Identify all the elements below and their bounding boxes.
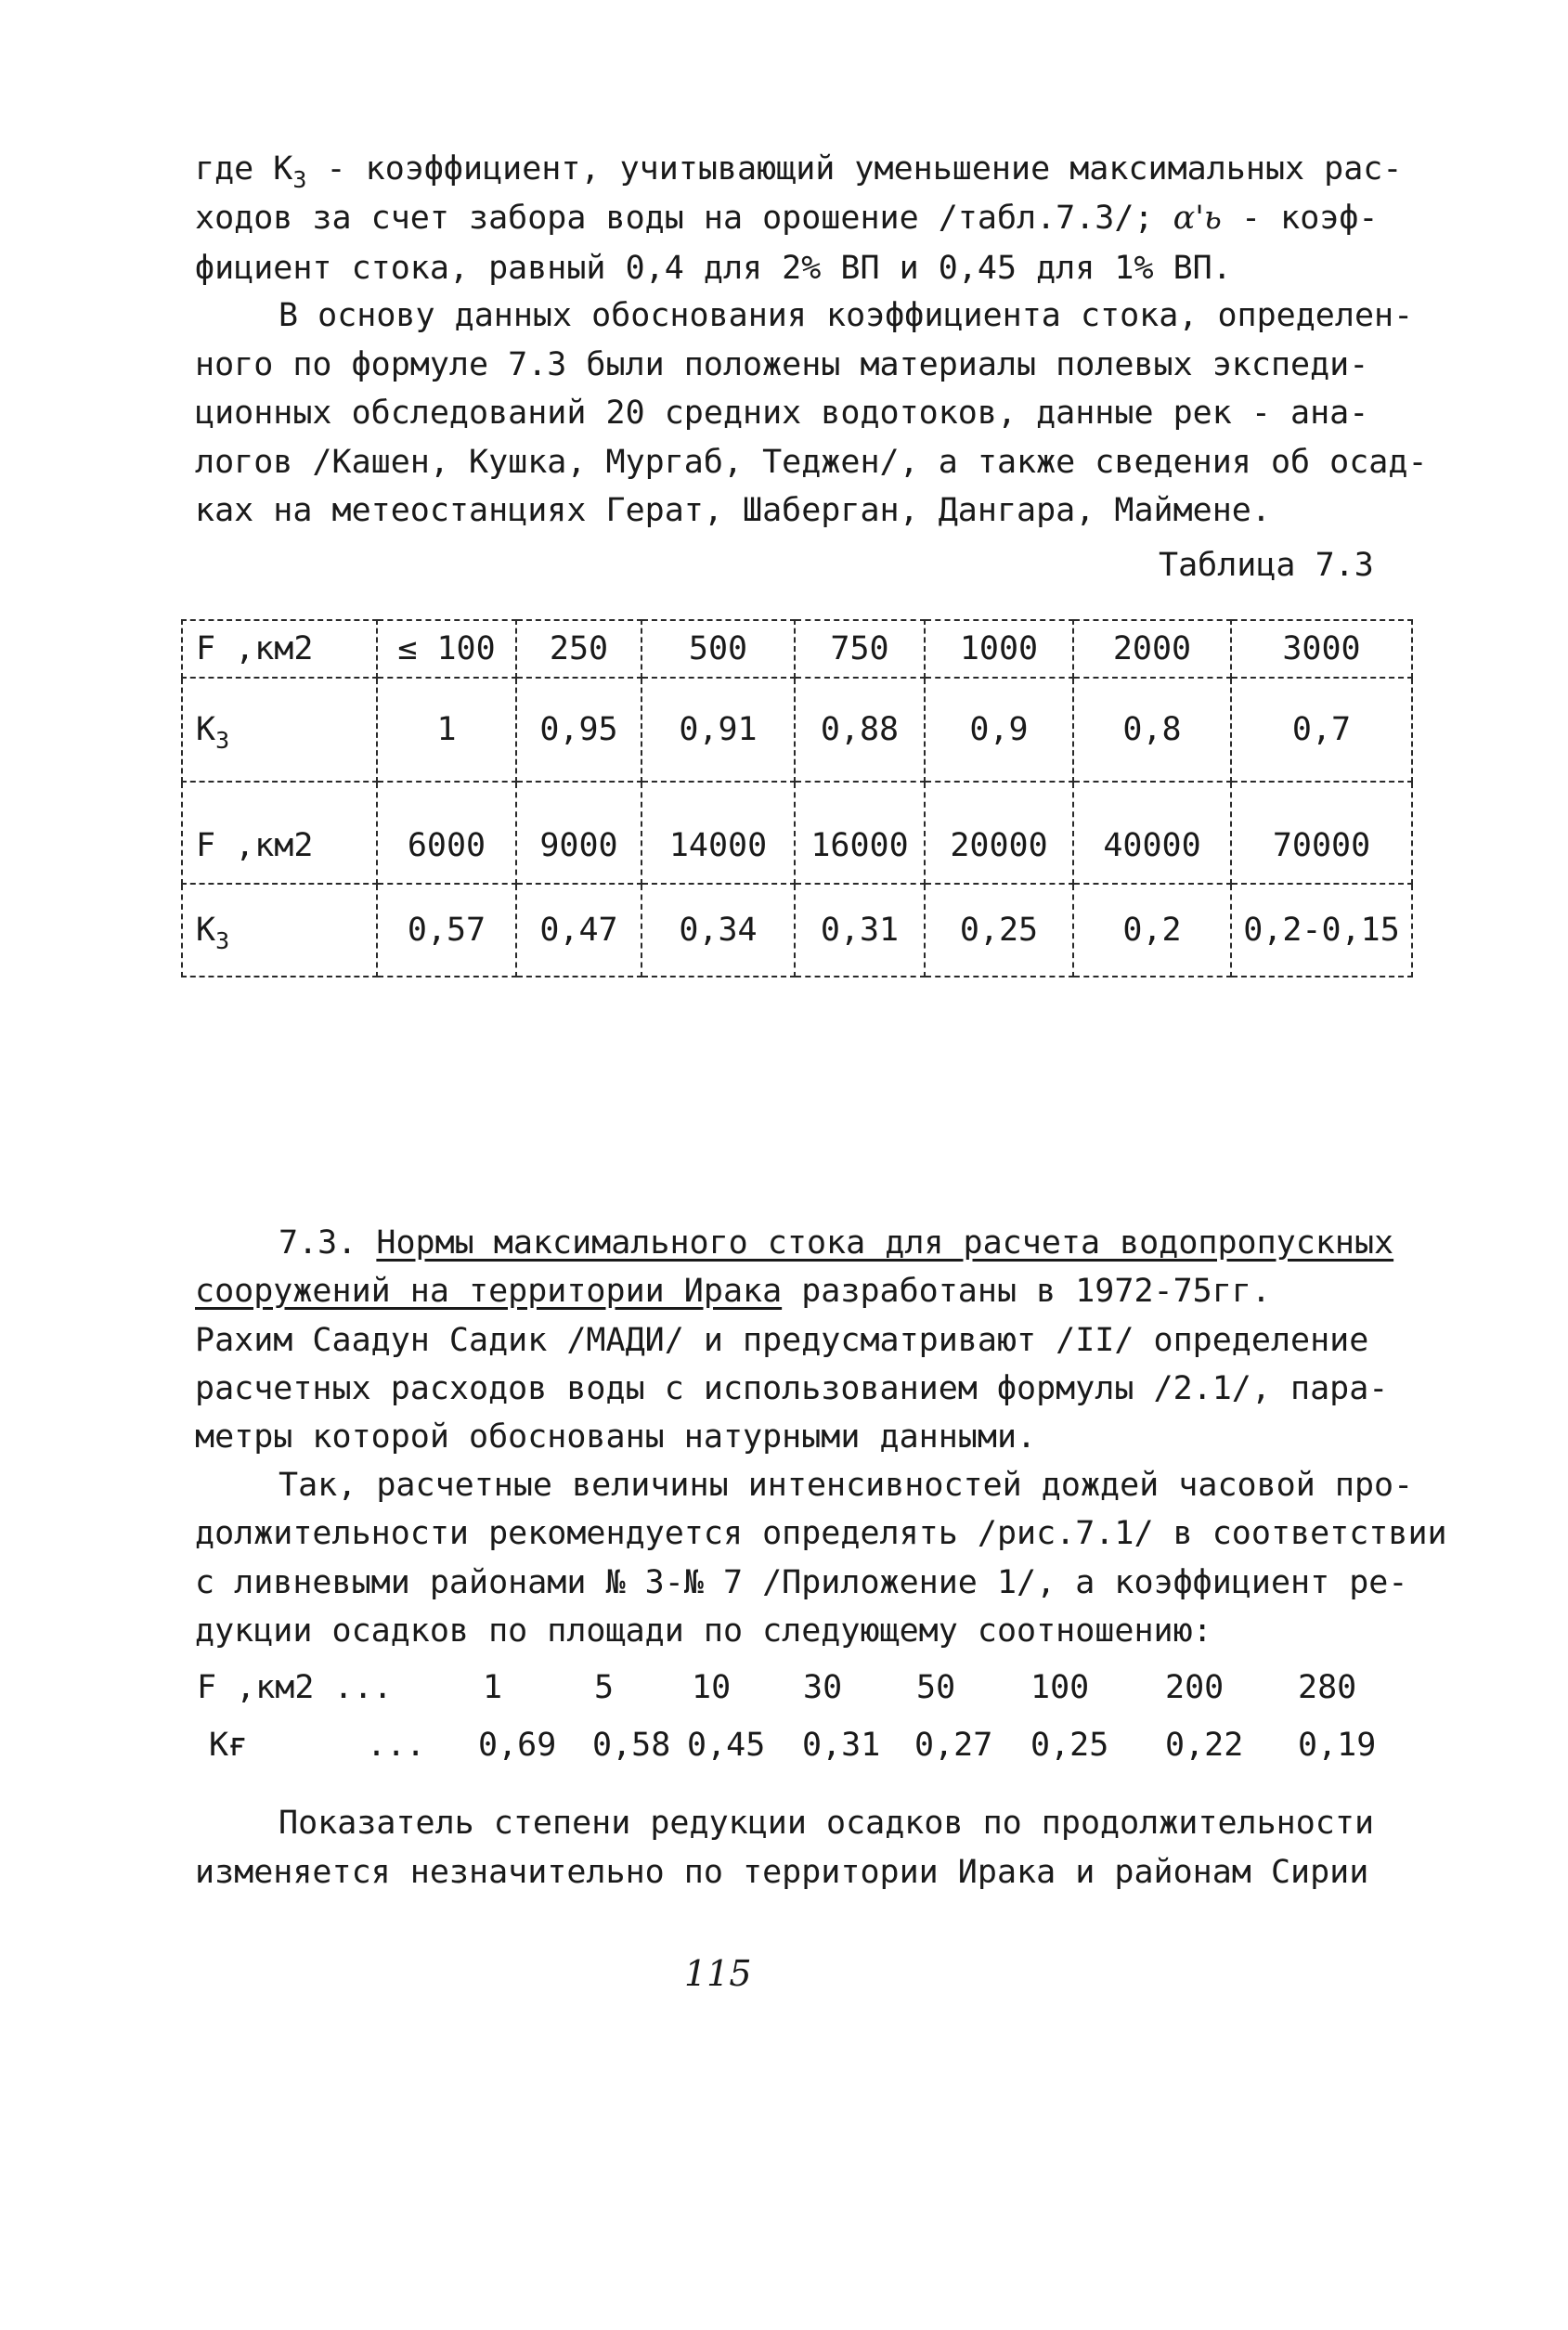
k-label: К — [196, 711, 216, 748]
table-cell: 0,2-0,15 — [1231, 884, 1412, 977]
text-coef: - коэф- — [1221, 200, 1379, 237]
table-cell: 1 — [377, 678, 516, 782]
table-cell: 40000 — [1073, 782, 1231, 884]
table-row — [182, 782, 1412, 884]
table-cell: 70000 — [1231, 782, 1412, 884]
table-row — [182, 884, 1412, 977]
section-line3: Рахим Саадун Садик /МАДИ/ и предусматривают /II/ определение — [195, 1322, 1369, 1359]
k-value: 0,19 — [1298, 1727, 1377, 1764]
text-k-label: где К — [195, 150, 293, 188]
subscript-3: 3 — [292, 166, 307, 193]
paragraph2-line2: ного по формуле 7.3 были положены материалы полевых экспеди- — [195, 346, 1369, 383]
paragraph2-line1: В основу данных обоснования коэффициента стока, определен- — [279, 297, 1414, 334]
table-cell: 9000 — [516, 782, 641, 884]
k-value: 0,45 — [687, 1727, 766, 1764]
table-cell: 0,57 — [377, 884, 516, 977]
f-value: 30 — [803, 1669, 843, 1706]
table-cell: ≤ 100 — [377, 620, 516, 678]
table-cell: 0,95 — [516, 678, 641, 782]
section-heading-cont: сооружений на территории Ирака — [195, 1273, 783, 1310]
paragraph1-line1 — [195, 150, 1403, 193]
k-value: 0,27 — [914, 1727, 993, 1764]
table-cell: 6000 — [377, 782, 516, 884]
k-value: 0,58 — [592, 1727, 671, 1764]
k-dots: ... — [367, 1727, 426, 1764]
paragraph4-line1: Так, расчетные величины интенсивностей дождей часовой про- — [279, 1467, 1414, 1504]
table-caption: Таблица 7.3 — [1159, 547, 1374, 584]
f-value: 10 — [692, 1669, 732, 1706]
section-line5: метры которой обоснованы натурными данными. — [195, 1418, 1037, 1456]
page-number: 115 — [684, 1953, 752, 1994]
section-line4: расчетных расходов воды с использованием формулы /2.1/, пара- — [195, 1370, 1389, 1407]
table-cell: 14000 — [641, 782, 795, 884]
table-cell: 500 — [641, 620, 795, 678]
table-cell: 0,91 — [641, 678, 795, 782]
f-label: F ,км2 ... — [197, 1669, 393, 1706]
text-withdrawal: ходов за счет забора воды на орошение /табл.7.3/; — [195, 200, 1173, 237]
table-cell: F ,км2 — [182, 782, 377, 884]
f-value: 100 — [1030, 1669, 1090, 1706]
paragraph2-line3: ционных обследований 20 средних водотоков, данные рек - ана- — [195, 395, 1369, 432]
table-cell: 0,34 — [641, 884, 795, 977]
paragraph1-line3: фициент стока, равный 0,4 для 2% ВП и 0,45 для 1% ВП. — [195, 250, 1232, 287]
table-row — [182, 620, 1412, 678]
table-7-3 — [181, 619, 1413, 977]
paragraph5-line2: изменяется незначительно по территории Ирака и районам Сирии — [195, 1854, 1369, 1891]
k-label: К — [196, 912, 216, 949]
paragraph5-line1: Показатель степени редукции осадков по продолжительности — [279, 1805, 1375, 1842]
paragraph4-line3: с ливневыми районами № 3-№ 7 /Приложение 1/, а коэффициент ре- — [195, 1564, 1408, 1601]
f-value: 5 — [594, 1669, 615, 1706]
subscript-3: 3 — [215, 727, 230, 754]
section-number: 7.3. — [279, 1224, 357, 1262]
table-cell: 0,88 — [795, 678, 925, 782]
table-cell: F ,км2 — [182, 620, 377, 678]
k-value: 0,69 — [478, 1727, 557, 1764]
section-heading-line1 — [279, 1224, 1394, 1262]
table-cell: 0,47 — [516, 884, 641, 977]
table-cell: 0,25 — [925, 884, 1073, 977]
table-cell: 3000 — [1231, 620, 1412, 678]
k-value: 0,25 — [1030, 1727, 1109, 1764]
table-cell: 2000 — [1073, 620, 1231, 678]
text-coefficient-definition: - коэффициент, учитывающий уменьшение максимальных рас- — [306, 150, 1403, 188]
paragraph2-line5: ках на метеостанциях Герат, Шаберган, Дангара, Маймене. — [195, 492, 1271, 529]
f-value: 280 — [1298, 1669, 1357, 1706]
paragraph2-line4: логов /Кашен, Кушка, Мургаб, Теджен/, а также сведения об осад- — [195, 444, 1428, 481]
paragraph4-line2: должительности рекомендуется определять /рис.7.1/ в соответствии — [195, 1515, 1447, 1552]
table-cell: 20000 — [925, 782, 1073, 884]
f-value: 200 — [1165, 1669, 1225, 1706]
paragraph4-line4: дукции осадков по площади по следующему соотношению: — [195, 1612, 1212, 1650]
table-cell: 16000 — [795, 782, 925, 884]
k-value: 0,31 — [802, 1727, 881, 1764]
table-cell: 1000 — [925, 620, 1073, 678]
table-cell — [182, 884, 377, 977]
table-cell: 750 — [795, 620, 925, 678]
table-cell: 0,7 — [1231, 678, 1412, 782]
section-text: разработаны в 1972-75гг. — [782, 1273, 1271, 1310]
table-cell: 250 — [516, 620, 641, 678]
subscript-3: 3 — [215, 927, 230, 954]
table-cell — [182, 678, 377, 782]
table-cell: 0,31 — [795, 884, 925, 977]
f-value: 50 — [916, 1669, 956, 1706]
f-value: 1 — [483, 1669, 503, 1706]
k-label: Кғ — [209, 1727, 249, 1764]
section-heading: Нормы максимального стока для расчета водопропускных — [376, 1224, 1394, 1262]
table-row — [182, 678, 1412, 782]
section-heading-line2 — [195, 1275, 1271, 1308]
alpha-symbol: α'ь — [1173, 200, 1222, 237]
table-cell: 0,2 — [1073, 884, 1231, 977]
table-cell: 0,8 — [1073, 678, 1231, 782]
k-value: 0,22 — [1165, 1727, 1244, 1764]
table-cell: 0,9 — [925, 678, 1073, 782]
paragraph1-line2 — [195, 202, 1378, 235]
